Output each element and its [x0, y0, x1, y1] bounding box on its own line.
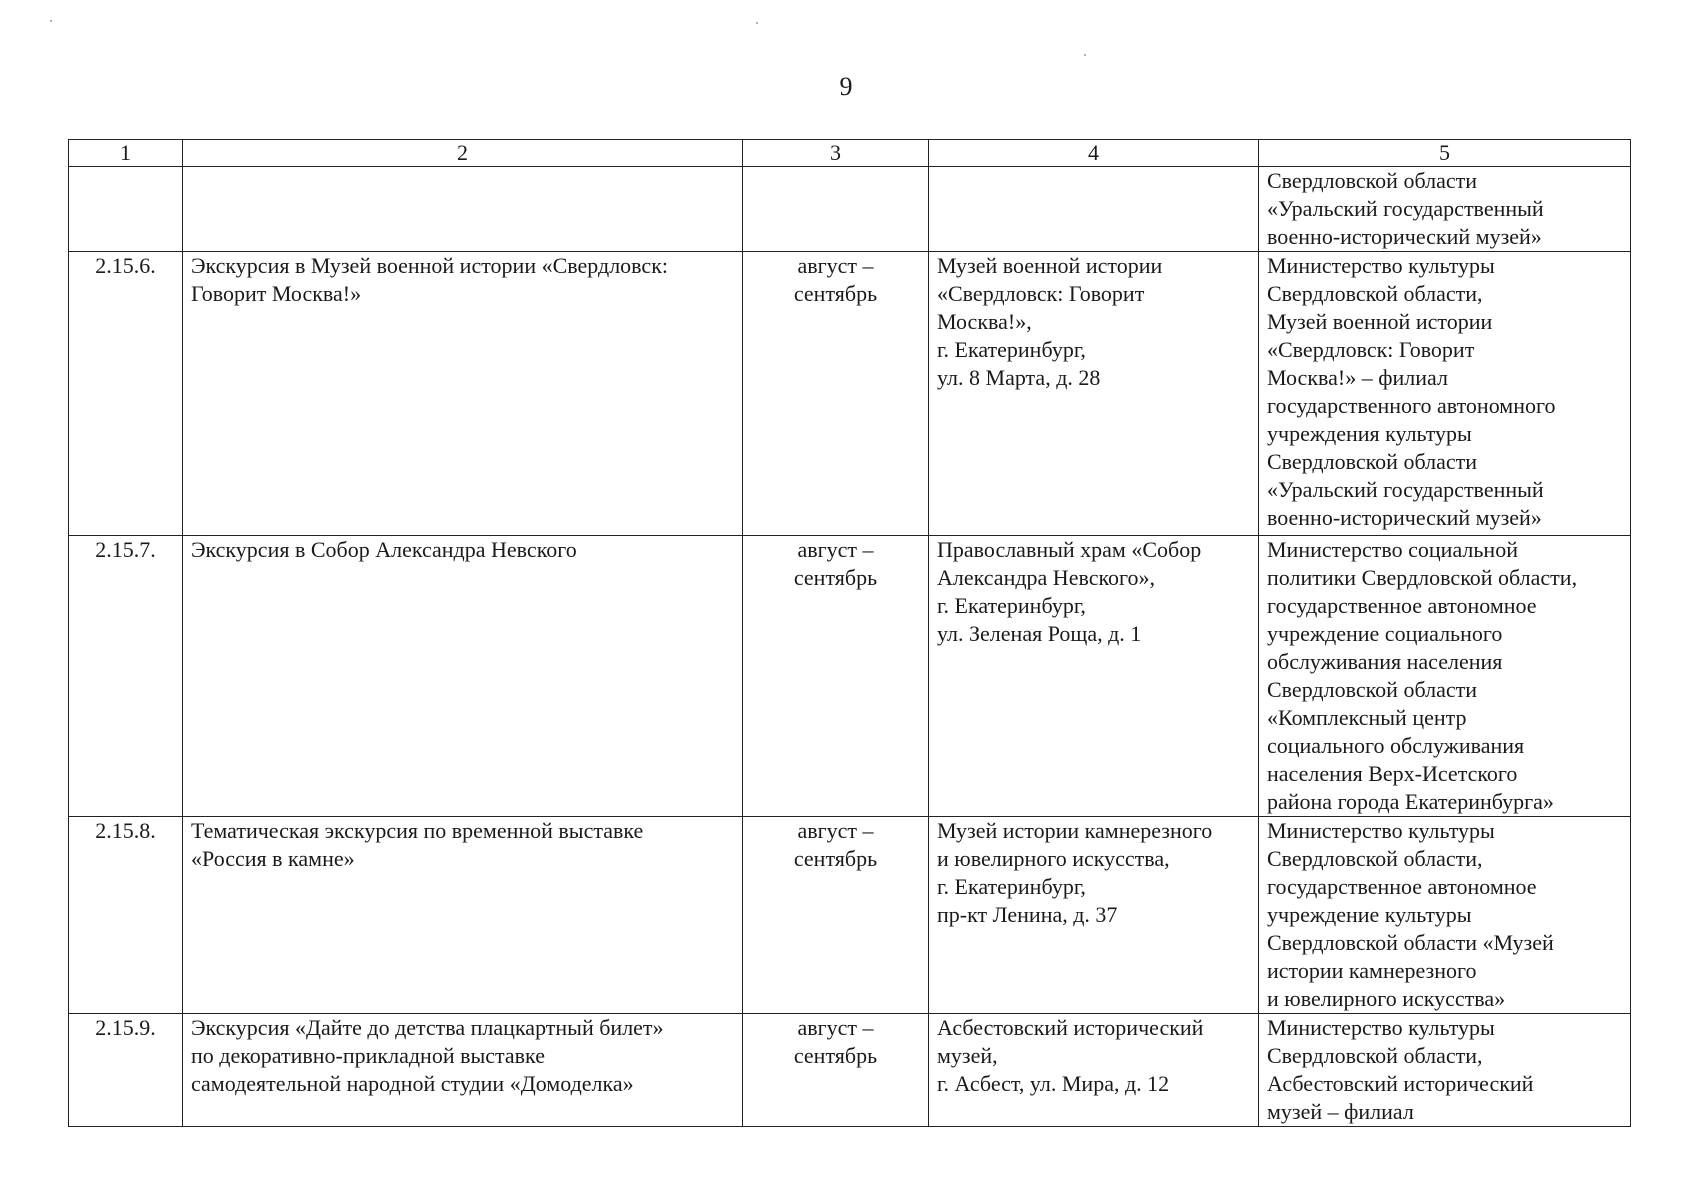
- scan-speck: [1084, 54, 1086, 56]
- event-name-cell: Экскурсия в Музей военной истории «Свердловск: Говорит Москва!»: [183, 252, 743, 536]
- event-organizer-cell: Министерство культуры Свердловской области, Музей военной истории «Свердловск: Говорит Москва!» – филиал государственного автономного учреждения культуры Свердловской области «Уральский государственный военно-исторический музей»: [1259, 252, 1631, 536]
- table-row: [69, 167, 1631, 252]
- event-place-cell: Музей истории камнерезного и ювелирного искусства, г. Екатеринбург, пр-кт Ленина, д. 37: [929, 817, 1259, 1014]
- column-header: 4: [929, 140, 1259, 167]
- row-number-cell: 2.15.6.: [69, 252, 183, 536]
- row-number-cell: [69, 167, 183, 252]
- table-row: [69, 252, 1631, 536]
- column-header: 3: [743, 140, 929, 167]
- page-number: 9: [839, 72, 853, 101]
- event-name-cell: Экскурсия «Дайте до детства плацкартный билет» по декоративно-прикладной выставке самодеятельной народной студии «Домоделка»: [183, 1014, 743, 1127]
- table-row: [69, 1014, 1631, 1127]
- event-place-cell: Музей военной истории «Свердловск: Говорит Москва!», г. Екатеринбург, ул. 8 Марта, д. 28: [929, 252, 1259, 536]
- event-place-cell: Православный храм «Собор Александра Невского», г. Екатеринбург, ул. Зеленая Роща, д. 1: [929, 536, 1259, 817]
- table-header-row: [69, 140, 1631, 167]
- event-name-cell: [183, 167, 743, 252]
- event-place-cell: [929, 167, 1259, 252]
- column-header: 5: [1259, 140, 1631, 167]
- event-period-cell: август – сентябрь: [743, 1014, 929, 1127]
- event-name-cell: Экскурсия в Собор Александра Невского: [183, 536, 743, 817]
- event-organizer-cell: Министерство культуры Свердловской области, Асбестовский исторический музей – филиал: [1259, 1014, 1631, 1127]
- scan-speck: [50, 20, 52, 22]
- event-period-cell: [743, 167, 929, 252]
- event-name-cell: Тематическая экскурсия по временной выставке «Россия в камне»: [183, 817, 743, 1014]
- scan-speck: [756, 22, 758, 24]
- row-number-cell: 2.15.7.: [69, 536, 183, 817]
- event-period-cell: август – сентябрь: [743, 252, 929, 536]
- column-header: 1: [69, 140, 183, 167]
- column-header: 2: [183, 140, 743, 167]
- event-organizer-cell: Свердловской области «Уральский государственный военно-исторический музей»: [1259, 167, 1631, 252]
- event-organizer-cell: Министерство социальной политики Свердловской области, государственное автономное учреждение социального обслуживания населения Свердловской области «Комплексный центр социального обслуживания населения Верх-Исетского района города Екатеринбурга»: [1259, 536, 1631, 817]
- event-period-cell: август – сентябрь: [743, 817, 929, 1014]
- event-place-cell: Асбестовский исторический музей, г. Асбест, ул. Мира, д. 12: [929, 1014, 1259, 1127]
- table-row: [69, 536, 1631, 817]
- events-table: [68, 139, 1631, 1127]
- event-period-cell: август – сентябрь: [743, 536, 929, 817]
- row-number-cell: 2.15.8.: [69, 817, 183, 1014]
- event-organizer-cell: Министерство культуры Свердловской области, государственное автономное учреждение культуры Свердловской области «Музей истории камнерезного и ювелирного искусства»: [1259, 817, 1631, 1014]
- row-number-cell: 2.15.9.: [69, 1014, 183, 1127]
- table-row: [69, 817, 1631, 1014]
